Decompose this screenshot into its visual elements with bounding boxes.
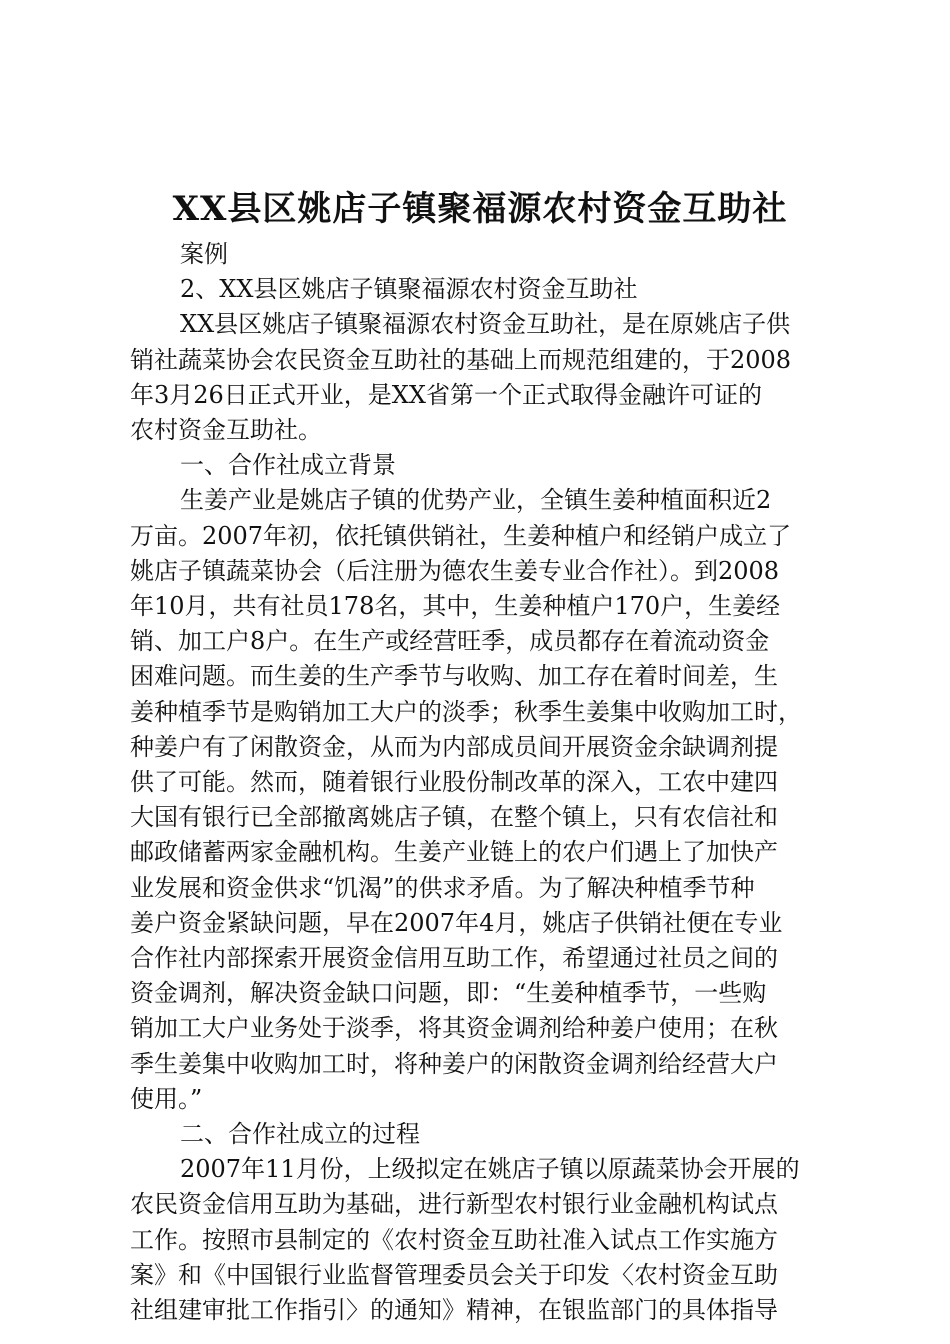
text-line: 年3月26日正式开业，是XX省第一个正式取得金融许可证的 [130,380,762,409]
text-line: 姜种植季节是购销加工大户的淡季；秋季生姜集中收购加工时， [130,697,802,726]
text-line: XX县区姚店子镇聚福源农村资金互助社，是在原姚店子供 [180,310,791,339]
text-line: 姚店子镇蔬菜协会（后注册为德农生姜专业合作社）。到2008 [130,556,780,585]
text-line: 业发展和资金供求“饥渴”的供求矛盾。为了解决种植季节种 [130,873,755,902]
text-line: 案》和《中国银行业监督管理委员会关于印发〈农村资金互助 [130,1260,778,1289]
text-line: 农民资金信用互助为基础，进行新型农村银行业金融机构试点 [130,1190,778,1219]
text-line: 销、加工户8户。在生产或经营旺季，成员都存在着流动资金 [130,627,770,656]
text-line: 大国有银行已全部撤离姚店子镇，在整个镇上，只有农信社和 [130,803,778,832]
text-line: 困难问题。而生姜的生产季节与收购、加工存在着时间差，生 [130,662,778,691]
text-line: 二、合作社成立的过程 [180,1120,420,1149]
text-line: 使用。” [130,1084,203,1113]
text-line: 一、合作社成立背景 [180,451,396,480]
text-line: 万亩。2007年初，依托镇供销社，生姜种植户和经销户成立了 [130,521,792,550]
document-page [130,183,830,1328]
text-line: 2、XX县区姚店子镇聚福源农村资金互助社 [180,275,638,304]
text-line: 姜户资金紧缺问题，早在2007年4月，姚店子供销社便在专业 [130,908,783,937]
text-line: 销加工大户业务处于淡季，将其资金调剂给种姜户使用；在秋 [130,1014,778,1043]
document-title: XX县区姚店子镇聚福源农村资金互助社 [172,189,788,229]
text-line: 种姜户有了闲散资金，从而为内部成员间开展资金余缺调剂提 [130,732,778,761]
text-line: 邮政储蓄两家金融机构。生姜产业链上的农户们遇上了加快产 [130,838,778,867]
text-line: 资金调剂，解决资金缺口问题，即：“生姜种植季节，一些购 [130,979,767,1008]
text-line: 季生姜集中收购加工时，将种姜户的闲散资金调剂给经营大户 [130,1049,778,1078]
document-body [130,237,830,1328]
text-line: 销社蔬菜协会农民资金互助社的基础上而规范组建的，于2008 [130,345,792,374]
text-line: 年10月，共有社员178名，其中，生姜种植户170户，生姜经 [130,592,781,621]
text-line: 合作社内部探索开展资金信用互助工作，希望通过社员之间的 [130,944,778,973]
text-line: 社组建审批工作指引〉的通知》精神，在银监部门的具体指导 [130,1296,778,1325]
text-line: 生姜产业是姚店子镇的优势产业，全镇生姜种植面积近2 [180,486,772,515]
text-line: 案例 [180,240,228,268]
text-line: 供了可能。然而，随着银行业股份制改革的深入，工农中建四 [130,768,778,797]
text-line: 2007年11月份，上级拟定在姚店子镇以原蔬菜协会开展的 [180,1155,800,1184]
text-line: 农村资金互助社。 [130,416,322,445]
text-line: 工作。按照市县制定的《农村资金互助社准入试点工作实施方 [130,1225,778,1254]
